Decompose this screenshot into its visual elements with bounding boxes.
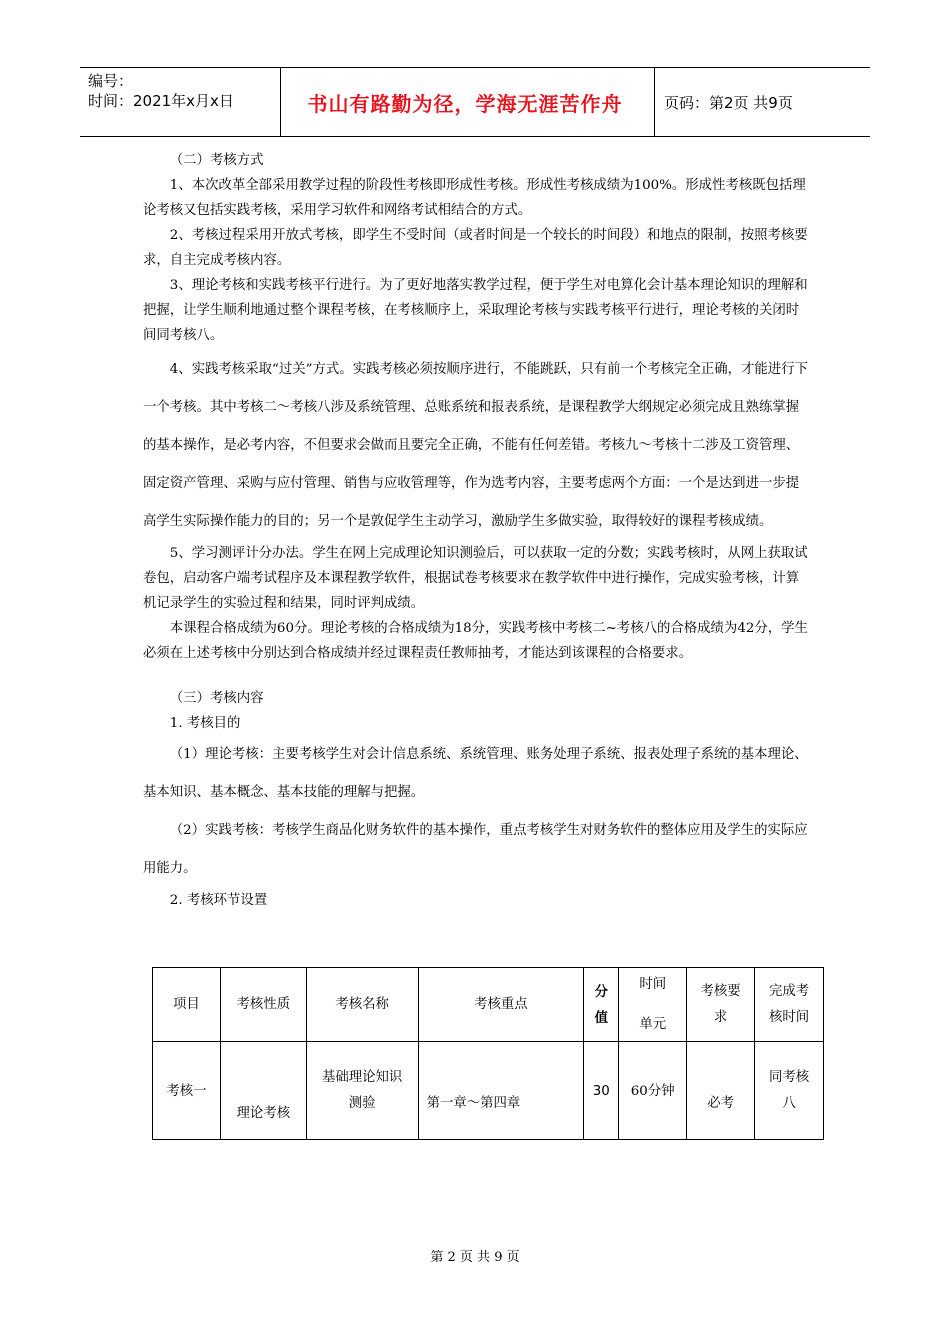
header-meta: [88, 71, 278, 111]
header-cell-finish-time: 完成考 核时间: [755, 968, 824, 1042]
document-date: 时间：2021年x月x日: [88, 92, 234, 110]
header-motto: 书山有路勤为径，学海无涯苦作舟: [307, 91, 623, 116]
paragraph: （1）理论考核：主要考核学生对会计信息系统、系统管理、账务处理子系统、报表处理子系统的基本理论、基本知识、基本概念、基本技能的理解与把握。: [143, 747, 808, 800]
header-divider: [654, 68, 655, 136]
header-cell-item: 项目: [153, 968, 221, 1042]
subsection-heading: 1. 考核目的: [169, 716, 241, 731]
header-cell-focus: 考核重点: [418, 968, 584, 1042]
cell-requirement: 必考: [687, 1042, 755, 1140]
header-cell-nature: 考核性质: [220, 968, 306, 1042]
header-cell-name: 考核名称: [306, 968, 418, 1042]
exam-schedule-table: [152, 967, 824, 1140]
cell-name: 基础理论知识 测验: [306, 1042, 418, 1140]
table-header-row: [153, 968, 824, 1042]
cell-nature: 理论考核: [220, 1042, 306, 1140]
paragraph: 3、理论考核和实践考核平行进行。为了更好地落实教学过程，便于学生对电算化会计基本理论知识的理解和把握，让学生顺利地通过整个课程考核，在考核顺序上，采取理论考核与实践考核平行进行，理论考核的关闭时间同考核八。: [143, 278, 808, 343]
subsection-heading: 2. 考核环节设置: [169, 893, 268, 908]
paragraph: 1、本次改革全部采用教学过程的阶段性考核即形成性考核。形成性考核成绩为100%。形成性考核既包括理论考核又包括实践考核，采用学习软件和网络考试相结合的方式。: [143, 178, 806, 218]
paragraph: （2）实践考核：考核学生商品化财务软件的基本操作，重点考核学生对财务软件的整体应用及学生的实际应用能力。: [143, 823, 808, 876]
header-cell-requirement: 考核要 求: [687, 968, 755, 1042]
document-number-label: 编号：: [88, 72, 134, 90]
cell-item: 考核一: [153, 1042, 221, 1140]
document-body: [143, 148, 808, 913]
cell-focus: 第一章～第四章: [418, 1042, 584, 1140]
header-page-info: 页码：第2页 共9页: [664, 93, 793, 112]
cell-finish-time: 同考核 八: [755, 1042, 824, 1140]
page-header: [80, 67, 870, 137]
section-heading: （三）考核内容: [169, 691, 264, 706]
paragraph: 4、实践考核采取“过关”方式。实践考核必须按顺序进行，不能跳跃，只有前一个考核完全正确，才能进行下一个考核。其中考核二～考核八涉及系统管理、总账系统和报表系统，是课程教学大纲规定必须完成且熟练掌握的基本操作，是必考内容，不但要求会做而且要完全正确，不能有任何差错。考核九～考核十二涉及工资管理、固定资产管理、采购与应付管理、销售与应收管理等，作为选考内容，主要考虑两个方面：一个是达到进一步提高学生实际操作能力的目的；另一个是敦促学生主动学习，激励学生多做实验，取得较好的课程考核成绩。: [143, 362, 808, 529]
cell-score: 30: [584, 1042, 619, 1140]
paragraph: 2、考核过程采用开放式考核，即学生不受时间（或者时间是一个较长的时间段）和地点的限制，按照考核要求，自主完成考核内容。: [143, 228, 808, 268]
header-cell-score: 分 值: [584, 968, 619, 1042]
header-cell-time: 时间 单元: [619, 968, 687, 1042]
page-footer: 第 2 页 共 9 页: [430, 1250, 520, 1265]
paragraph: 本课程合格成绩为60分。理论考核的合格成绩为18分，实践考核中考核二~考核八的合格成绩为42分，学生必须在上述考核中分别达到合格成绩并经过课程责任教师抽考，才能达到该课程的合格要求。: [143, 621, 808, 661]
section-heading: （二）考核方式: [169, 153, 264, 168]
table-row: [153, 1042, 824, 1140]
cell-time: 60分钟: [619, 1042, 687, 1140]
paragraph: 5、学习测评计分办法。学生在网上完成理论知识测验后，可以获取一定的分数；实践考核时，从网上获取试卷包，启动客户端考试程序及本课程教学软件，根据试卷考核要求在教学软件中进行操作，完成实验考核，计算机记录学生的实验过程和结果，同时评判成绩。: [143, 546, 808, 611]
